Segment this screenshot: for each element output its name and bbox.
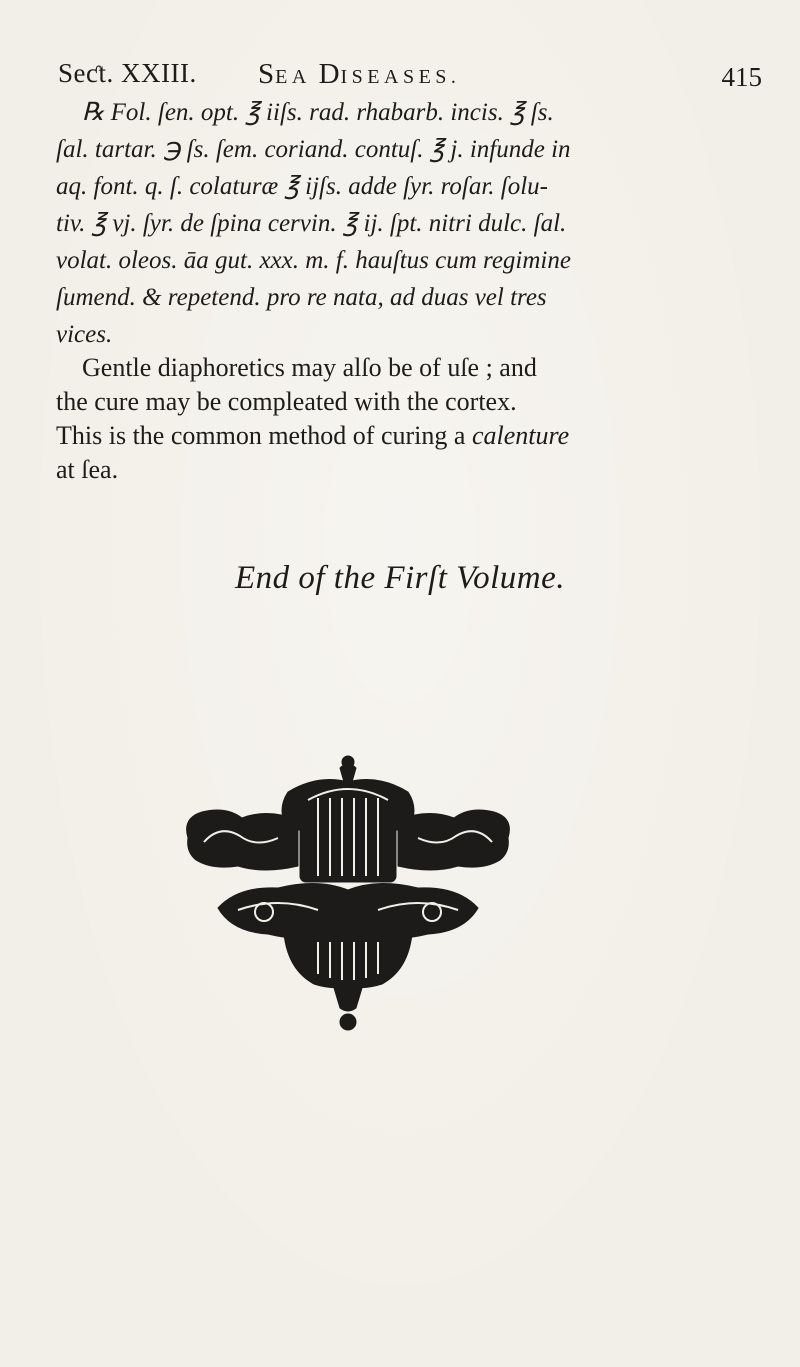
prescription-block xyxy=(56,94,764,353)
prescription-line: ℞ Fol. ſen. opt. ℥ iiſs. rad. rhabarb. incis. ℥ ſs. xyxy=(82,99,554,126)
prescription-line: aq. font. q. ſ. colaturæ ℥ ijſs. adde ſyr. roſar. ſolu- xyxy=(56,173,549,200)
prescription-line: volat. oleos. āa gut. xxx. m. f. hauſtus cum regimine xyxy=(56,247,571,274)
paragraph-line: at ſea. xyxy=(56,455,119,484)
running-title-smallcaps-2: ISEASES. xyxy=(340,66,461,88)
paragraph-line: This is the common method of curing a calenture xyxy=(56,421,570,450)
running-title xyxy=(258,58,460,91)
running-title-cap-2: D xyxy=(318,58,341,90)
running-title-smallcaps-1: EA xyxy=(275,66,311,88)
running-title-cap-1: S xyxy=(258,58,276,90)
paragraph-line: Gentle diaphoretics may alſo be of uſe ; and xyxy=(82,353,537,382)
running-header xyxy=(58,58,768,98)
paragraph-line: the cure may be compleated with the cortex. xyxy=(56,387,517,416)
body-text xyxy=(56,94,764,487)
prescription-line: vices. xyxy=(56,321,113,348)
prescription-line: ſumend. & repetend. pro re nata, ad duas vel tres xyxy=(56,284,547,311)
prescription-line: ſal. tartar. ℈ ſs. ſem. coriand. contuſ. ℥ j. infunde in xyxy=(56,136,571,163)
page-number: 415 xyxy=(721,62,762,92)
prescription-line: tiv. ℥ vj. ſyr. de ſpina cervin. ℥ ij. ſpt. nitri dulc. ſal. xyxy=(56,210,567,237)
end-of-volume-note: End of the Firſt Volume. xyxy=(234,560,566,596)
section-number: Seƈt. XXIII. xyxy=(58,58,197,88)
paragraph-block xyxy=(56,351,764,487)
tailpiece-ornament-icon xyxy=(168,738,528,1038)
